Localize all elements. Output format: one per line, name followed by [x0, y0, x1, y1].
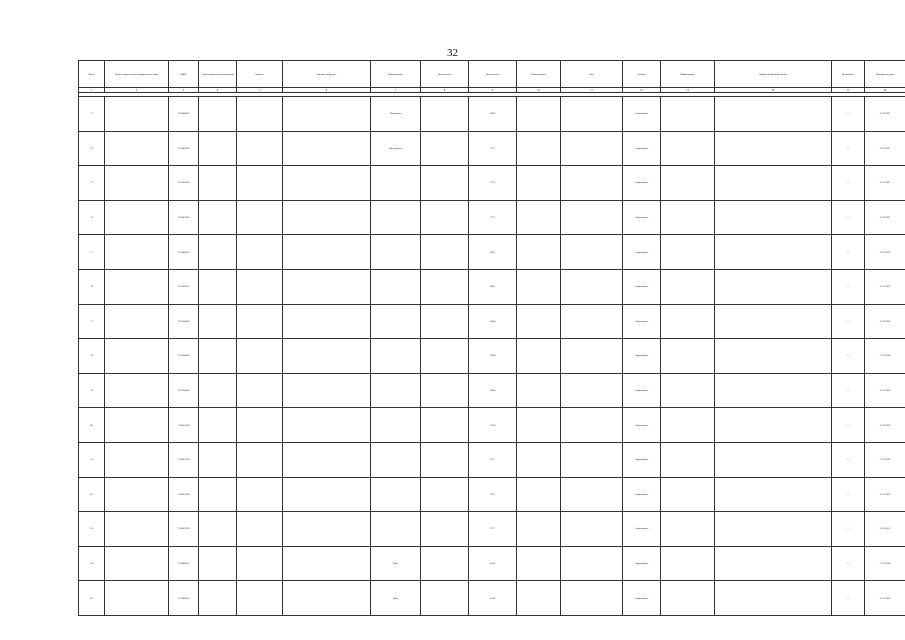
cell-n: 77	[79, 235, 105, 270]
column-header: Численность	[421, 61, 469, 88]
column-number: 5	[237, 88, 283, 93]
table-row	[79, 477, 905, 512]
cell-pop2: 4544	[469, 581, 517, 616]
cell-type	[199, 477, 237, 512]
cell-org	[105, 235, 169, 270]
cell-okpo: 7510001005	[169, 200, 199, 235]
cell-pop1	[421, 373, 469, 408]
cell-level	[237, 442, 283, 477]
cell-okpo: 7518001760	[169, 442, 199, 477]
cell-okpo: 7519000553	[169, 546, 199, 581]
cell-mo	[661, 339, 715, 374]
cell-qty: 1	[832, 269, 865, 304]
cell-pop1	[421, 304, 469, 339]
cell-pop2: 9823	[469, 235, 517, 270]
cell-pop2: 4544	[469, 546, 517, 581]
cell-type	[199, 166, 237, 201]
cell-okpo: 7510000013	[169, 97, 199, 132]
column-header: Тип медицинской организации	[199, 61, 237, 88]
cell-place	[371, 166, 421, 201]
cell-kind	[561, 200, 623, 235]
cell-cond: Амбулаторно	[623, 339, 661, 374]
cell-date: 31.12.2024	[865, 304, 905, 339]
page-number: 32	[447, 47, 458, 59]
cell-kind	[561, 269, 623, 304]
cell-n: 77	[79, 304, 105, 339]
cell-cond: Амбулаторно	[623, 581, 661, 616]
column-number: 3	[169, 88, 199, 93]
table-row	[79, 269, 905, 304]
cell-nm	[517, 200, 561, 235]
cell-date: 31.12.2023	[865, 408, 905, 443]
cell-org	[105, 373, 169, 408]
cell-mo	[661, 269, 715, 304]
cell-kind	[561, 235, 623, 270]
cell-kind	[561, 442, 623, 477]
column-header: Численность	[469, 61, 517, 88]
cell-org	[105, 581, 169, 616]
column-header: Планируемая дата	[865, 61, 905, 88]
cell-nm	[517, 339, 561, 374]
cell-place	[371, 442, 421, 477]
cell-act	[715, 235, 832, 270]
cell-cond: Амбулаторно	[623, 166, 661, 201]
column-header: Количество	[832, 61, 865, 88]
cell-pop2: 7277	[469, 512, 517, 547]
column-number: 4	[199, 88, 237, 93]
cell-type	[199, 442, 237, 477]
cell-nm	[517, 269, 561, 304]
cell-qty: 1	[832, 477, 865, 512]
cell-type	[199, 581, 237, 616]
cell-place	[371, 269, 421, 304]
cell-nm	[517, 581, 561, 616]
cell-level	[237, 512, 283, 547]
cell-addr	[283, 131, 371, 166]
cell-n: 83	[79, 512, 105, 547]
cell-nm	[517, 408, 561, 443]
cell-addr	[283, 442, 371, 477]
cell-pop2: 7277	[469, 477, 517, 512]
cell-date: 31.12.2023	[865, 442, 905, 477]
cell-place	[371, 200, 421, 235]
cell-type	[199, 200, 237, 235]
cell-mo	[661, 581, 715, 616]
cell-addr	[283, 97, 371, 132]
cell-place: Карл	[371, 546, 421, 581]
cell-act	[715, 546, 832, 581]
column-header: ОКПО	[169, 61, 199, 88]
column-header: Вид	[561, 61, 623, 88]
cell-n: 81	[79, 442, 105, 477]
cell-kind	[561, 408, 623, 443]
column-header: Наименование	[517, 61, 561, 88]
cell-level	[237, 166, 283, 201]
cell-okpo: 7518001760	[169, 512, 199, 547]
cell-n: 73	[79, 97, 105, 132]
column-number: 7	[371, 88, 421, 93]
cell-cond: Амбулаторно	[623, 235, 661, 270]
cell-addr	[283, 581, 371, 616]
cell-pop1	[421, 166, 469, 201]
cell-type	[199, 269, 237, 304]
cell-pop2: 12854	[469, 373, 517, 408]
cell-qty: 1	[832, 408, 865, 443]
cell-pop1	[421, 442, 469, 477]
cell-pop1	[421, 339, 469, 374]
cell-n: 74	[79, 131, 105, 166]
cell-pop2: 7775	[469, 131, 517, 166]
cell-act	[715, 269, 832, 304]
cell-date: 31.12.2021	[865, 166, 905, 201]
cell-n: 78	[79, 269, 105, 304]
column-header: Нормативный правовой акт	[715, 61, 832, 88]
cell-n: 85	[79, 581, 105, 616]
cell-okpo: 7510000316	[169, 235, 199, 270]
cell-act	[715, 477, 832, 512]
cell-level	[237, 131, 283, 166]
cell-okpo: 7511004580	[169, 339, 199, 374]
cell-level	[237, 477, 283, 512]
table-row	[79, 408, 905, 443]
cell-nm	[517, 131, 561, 166]
column-header: Полное наименование юридического лица	[105, 61, 169, 88]
cell-pop1	[421, 200, 469, 235]
cell-cond: Амбулаторно	[623, 200, 661, 235]
cell-pop1	[421, 512, 469, 547]
cell-kind	[561, 373, 623, 408]
cell-act	[715, 442, 832, 477]
cell-level	[237, 304, 283, 339]
table-row	[79, 373, 905, 408]
cell-date: 31.12.2023	[865, 477, 905, 512]
column-number: 1	[79, 88, 105, 93]
cell-level	[237, 339, 283, 374]
cell-qty: 1	[832, 235, 865, 270]
cell-qty: 1	[832, 304, 865, 339]
cell-pop2: 12854	[469, 339, 517, 374]
table-row	[79, 581, 905, 616]
cell-cond: Амбулаторно	[623, 269, 661, 304]
cell-act	[715, 581, 832, 616]
cell-act	[715, 166, 832, 201]
cell-date: 31.12.2023	[865, 512, 905, 547]
cell-type	[199, 235, 237, 270]
cell-kind	[561, 131, 623, 166]
cell-org	[105, 200, 169, 235]
cell-pop1	[421, 546, 469, 581]
cell-date: 31.12.2024	[865, 339, 905, 374]
cell-place	[371, 512, 421, 547]
cell-pop2: 7775	[469, 166, 517, 201]
column-number: 2	[105, 88, 169, 93]
cell-cond: Амбулаторно	[623, 546, 661, 581]
cell-org	[105, 304, 169, 339]
cell-pop2: 12495	[469, 97, 517, 132]
cell-qty: 1	[832, 546, 865, 581]
cell-qty: 1	[832, 200, 865, 235]
column-header: Наименование	[661, 61, 715, 88]
cell-pop1	[421, 235, 469, 270]
cell-qty: 1	[832, 97, 865, 132]
table-row	[79, 304, 905, 339]
cell-pop2: 7775	[469, 200, 517, 235]
table-row	[79, 339, 905, 374]
cell-pop1	[421, 477, 469, 512]
table-row	[79, 97, 905, 132]
cell-place: Подгорная	[371, 97, 421, 132]
cell-n: 80	[79, 408, 105, 443]
column-number: 8	[421, 88, 469, 93]
cell-addr	[283, 235, 371, 270]
cell-qty: 1	[832, 339, 865, 374]
cell-place	[371, 235, 421, 270]
cell-type	[199, 97, 237, 132]
cell-nm	[517, 373, 561, 408]
cell-cond: Амбулаторно	[623, 442, 661, 477]
cell-place	[371, 373, 421, 408]
cell-n: 75	[79, 166, 105, 201]
cell-type	[199, 373, 237, 408]
column-header: Фактический адрес	[283, 61, 371, 88]
cell-okpo: 7510000313	[169, 269, 199, 304]
cell-addr	[283, 477, 371, 512]
cell-addr	[283, 373, 371, 408]
cell-pop2: 12138	[469, 408, 517, 443]
cell-mo	[661, 442, 715, 477]
column-number: 9	[469, 88, 517, 93]
cell-place	[371, 339, 421, 374]
column-header: Наименование	[371, 61, 421, 88]
table-row	[79, 546, 905, 581]
table-row	[79, 200, 905, 235]
cell-n: 84	[79, 546, 105, 581]
cell-place	[371, 477, 421, 512]
cell-mo	[661, 166, 715, 201]
cell-okpo: 7511004580	[169, 373, 199, 408]
cell-addr	[283, 166, 371, 201]
cell-n: 79	[79, 373, 105, 408]
cell-place: Шелопугино	[371, 131, 421, 166]
cell-level	[237, 408, 283, 443]
cell-mo	[661, 546, 715, 581]
cell-cond: Амбулаторно	[623, 304, 661, 339]
cell-cond: Амбулаторно	[623, 373, 661, 408]
cell-level	[237, 269, 283, 304]
cell-act	[715, 408, 832, 443]
header-row	[79, 61, 905, 88]
cell-cond: Амбулаторно	[623, 131, 661, 166]
cell-n: 78	[79, 339, 105, 374]
cell-kind	[561, 512, 623, 547]
cell-level	[237, 373, 283, 408]
table-row	[79, 512, 905, 547]
cell-org	[105, 442, 169, 477]
cell-level	[237, 546, 283, 581]
cell-org	[105, 477, 169, 512]
cell-pop2: 12854	[469, 304, 517, 339]
cell-okpo: 7518001760	[169, 408, 199, 443]
cell-mo	[661, 97, 715, 132]
column-number: 12	[623, 88, 661, 93]
cell-type	[199, 339, 237, 374]
column-header: Уровень	[237, 61, 283, 88]
cell-qty: 1	[832, 512, 865, 547]
cell-okpo: 7519000553	[169, 581, 199, 616]
cell-qty: 1	[832, 442, 865, 477]
column-number: 10	[517, 88, 561, 93]
cell-cond: Амбулаторно	[623, 477, 661, 512]
cell-okpo: 7518001760	[169, 477, 199, 512]
cell-org	[105, 131, 169, 166]
registry-table	[78, 60, 905, 616]
cell-pop2: 7277	[469, 442, 517, 477]
cell-okpo: 7510001003	[169, 131, 199, 166]
cell-qty: 1	[832, 166, 865, 201]
cell-org	[105, 512, 169, 547]
cell-addr	[283, 269, 371, 304]
cell-org	[105, 166, 169, 201]
column-number: 6	[283, 88, 371, 93]
column-number: 11	[561, 88, 623, 93]
cell-mo	[661, 131, 715, 166]
cell-qty: 1	[832, 131, 865, 166]
cell-addr	[283, 304, 371, 339]
cell-level	[237, 581, 283, 616]
cell-level	[237, 235, 283, 270]
cell-org	[105, 97, 169, 132]
cell-mo	[661, 512, 715, 547]
cell-date: 31.12.2022	[865, 235, 905, 270]
cell-act	[715, 339, 832, 374]
cell-nm	[517, 442, 561, 477]
cell-okpo: 7511004580	[169, 304, 199, 339]
cell-nm	[517, 97, 561, 132]
cell-act	[715, 512, 832, 547]
cell-org	[105, 546, 169, 581]
cell-nm	[517, 512, 561, 547]
cell-pop1	[421, 131, 469, 166]
cell-act	[715, 131, 832, 166]
cell-kind	[561, 477, 623, 512]
cell-mo	[661, 477, 715, 512]
column-number: 16	[865, 88, 905, 93]
cell-addr	[283, 339, 371, 374]
cell-org	[105, 408, 169, 443]
cell-pop1	[421, 581, 469, 616]
table-row	[79, 235, 905, 270]
cell-n: 76	[79, 200, 105, 235]
cell-nm	[517, 304, 561, 339]
cell-cond: Амбулаторно	[623, 408, 661, 443]
cell-addr	[283, 512, 371, 547]
cell-type	[199, 546, 237, 581]
cell-pop1	[421, 269, 469, 304]
cell-date: 31.12.2024	[865, 546, 905, 581]
column-number: 14	[715, 88, 832, 93]
cell-mo	[661, 235, 715, 270]
cell-type	[199, 408, 237, 443]
cell-act	[715, 200, 832, 235]
cell-nm	[517, 235, 561, 270]
column-header: Условия	[623, 61, 661, 88]
cell-cond: Амбулаторно	[623, 512, 661, 547]
cell-nm	[517, 166, 561, 201]
cell-addr	[283, 408, 371, 443]
cell-place	[371, 304, 421, 339]
table-row	[79, 166, 905, 201]
cell-org	[105, 339, 169, 374]
cell-qty: 1	[832, 581, 865, 616]
cell-mo	[661, 304, 715, 339]
cell-kind	[561, 166, 623, 201]
table-row	[79, 131, 905, 166]
cell-type	[199, 131, 237, 166]
cell-date: 31.12.2024	[865, 581, 905, 616]
cell-addr	[283, 546, 371, 581]
cell-mo	[661, 408, 715, 443]
cell-kind	[561, 546, 623, 581]
cell-place: Карл	[371, 581, 421, 616]
cell-org	[105, 269, 169, 304]
cell-cond: Стационарно	[623, 97, 661, 132]
column-number: 13	[661, 88, 715, 93]
cell-nm	[517, 546, 561, 581]
cell-mo	[661, 200, 715, 235]
cell-kind	[561, 97, 623, 132]
cell-addr	[283, 200, 371, 235]
cell-okpo: 7510001005	[169, 166, 199, 201]
cell-type	[199, 512, 237, 547]
cell-pop1	[421, 408, 469, 443]
cell-level	[237, 200, 283, 235]
cell-act	[715, 97, 832, 132]
cell-kind	[561, 581, 623, 616]
cell-kind	[561, 304, 623, 339]
cell-date: 31.12.2024	[865, 373, 905, 408]
cell-mo	[661, 373, 715, 408]
table-row	[79, 442, 905, 477]
cell-qty: 1	[832, 373, 865, 408]
cell-date: 31.12.2021	[865, 97, 905, 132]
cell-n: 82	[79, 477, 105, 512]
cell-date: 31.12.2022	[865, 269, 905, 304]
cell-date: 31.12.2021	[865, 200, 905, 235]
cell-place	[371, 408, 421, 443]
cell-act	[715, 373, 832, 408]
cell-type	[199, 304, 237, 339]
cell-level	[237, 97, 283, 132]
cell-pop2: 9823	[469, 269, 517, 304]
cell-act	[715, 304, 832, 339]
cell-kind	[561, 339, 623, 374]
cell-nm	[517, 477, 561, 512]
column-header: № п/п	[79, 61, 105, 88]
cell-date: 31.12.2021	[865, 131, 905, 166]
column-number: 15	[832, 88, 865, 93]
cell-pop1	[421, 97, 469, 132]
